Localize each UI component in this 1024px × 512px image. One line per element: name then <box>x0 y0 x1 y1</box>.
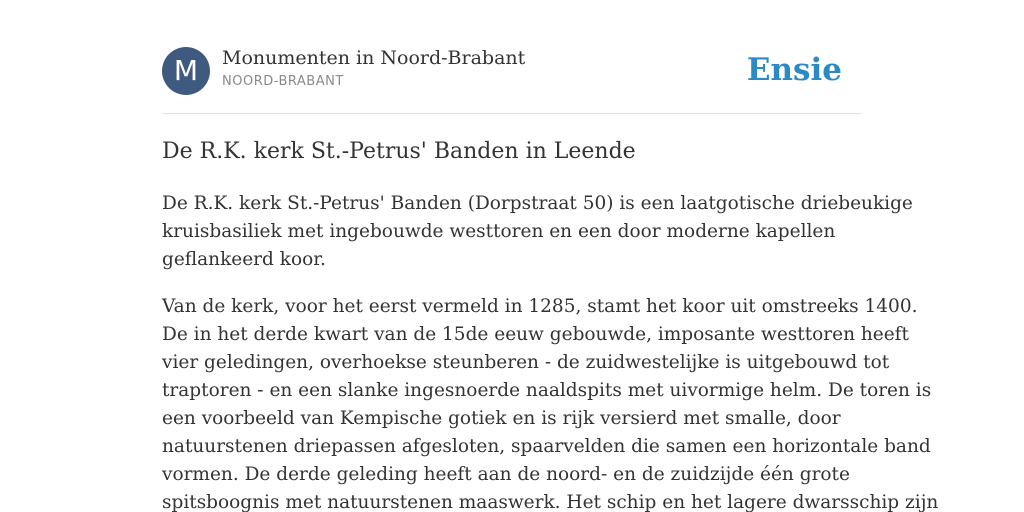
article-body <box>162 190 939 512</box>
text-line: Van de kerk, voor het eerst vermeld in 1285, stamt het koor uit omstreeks 1400. <box>162 296 918 317</box>
source-subtitle[interactable]: NOORD-BRABANT <box>222 74 344 89</box>
page-title: De R.K. kerk St.-Petrus' Banden in Leende <box>162 139 636 164</box>
text-line: vier geledingen, overhoekse steunberen - de zuidwestelijke is uitgebouwd tot <box>162 352 890 373</box>
paragraph <box>162 293 939 512</box>
text-line: geflankeerd koor. <box>162 249 326 270</box>
text-line: De R.K. kerk St.-Petrus' Banden (Dorpstraat 50) is een laatgotische driebeukige <box>162 193 913 214</box>
source-title[interactable]: Monumenten in Noord-Brabant <box>222 47 526 69</box>
brand-logo[interactable]: Ensie <box>746 52 842 88</box>
text-line: De in het derde kwart van de 15de eeuw gebouwde, imposante westtoren heeft <box>162 324 909 345</box>
paragraph <box>162 190 913 274</box>
text-line: traptoren - en een slanke ingesnoerde naaldspits met uivormige helm. De toren is <box>162 380 932 401</box>
text-line: vormen. De derde geleding heeft aan de noord- en de zuidzijde één grote <box>162 464 850 485</box>
text-line: natuurstenen driepassen afgesloten, spaarvelden die samen een horizontale band <box>162 436 931 457</box>
avatar[interactable]: M <box>162 47 210 95</box>
text-line: spitsboognis met natuurstenen maaswerk. Het schip en het lagere dwarsschip zijn <box>162 492 939 512</box>
text-line: kruisbasiliek met ingebouwde westtoren en een door moderne kapellen <box>162 221 836 242</box>
source-header <box>162 46 862 96</box>
header-divider <box>162 113 862 114</box>
text-line: een voorbeeld van Kempische gotiek en is rijk versierd met smalle, door <box>162 408 841 429</box>
